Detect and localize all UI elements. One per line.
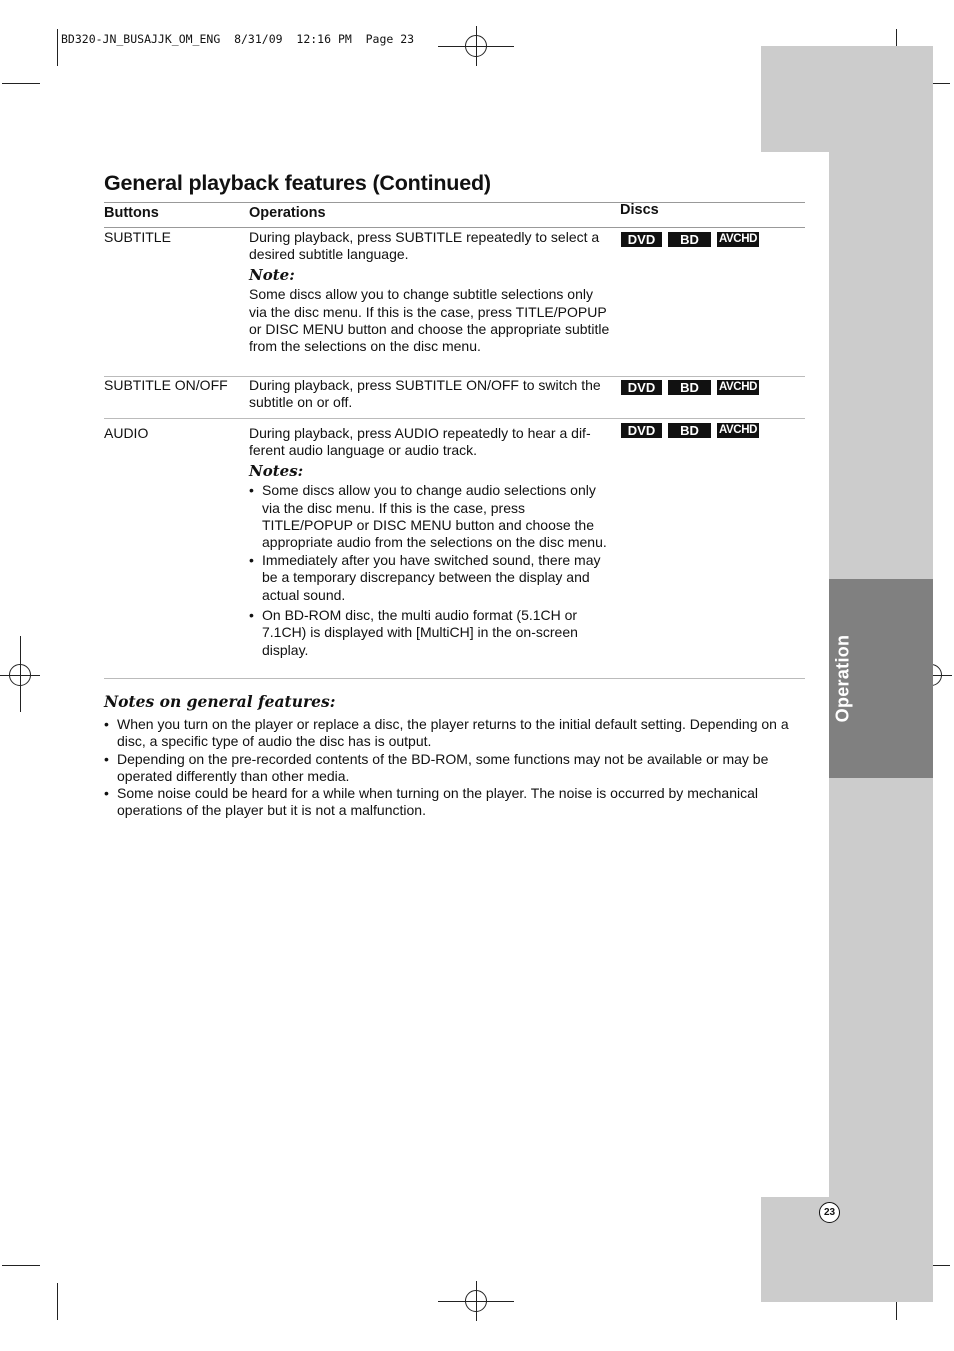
registration-mark (465, 35, 487, 57)
table-rule (104, 202, 805, 203)
table-rule (104, 227, 805, 228)
dvd-badge: DVD (621, 380, 662, 395)
dvd-badge: DVD (621, 232, 662, 247)
crop-mark (2, 83, 40, 84)
avchd-badge: AVCHD (718, 424, 758, 436)
registration-mark (465, 1290, 487, 1312)
note-list (249, 482, 613, 659)
header-operations: Operations (249, 205, 326, 221)
list-item: • Some discs allow you to change audio selections only via the disc menu. If this is the case, press TITLE/POPUP or DISC MENU button and choose the appropriate audio from the selections on the disc menu. (249, 482, 613, 552)
bd-badge: BD (668, 232, 711, 247)
note-heading: Note: (249, 265, 295, 284)
section-tab-label: Operation (832, 634, 853, 723)
row-button-subtitle-onoff: SUBTITLE ON/OFF (104, 377, 228, 393)
header-discs: Discs (620, 202, 659, 218)
crop-mark (57, 1283, 58, 1320)
avchd-badge: AVCHD (718, 381, 758, 393)
print-slug: BD320-JN_BUSAJJK_OM_ENG 8/31/09 12:16 PM Page 23 (61, 32, 415, 46)
operation-text: During playback, press SUBTITLE repeatedly to select a desired subtitle language. (249, 229, 600, 263)
crop-mark (57, 29, 58, 66)
list-item: • On BD-ROM disc, the multi audio format (5.1CH or 7.1CH) is displayed with [MultiCH] in the on-screen display. (249, 607, 613, 659)
note-heading: Notes: (249, 461, 304, 480)
dvd-badge: DVD (621, 423, 662, 438)
list-item: • Some noise could be heard for a while when turning on the player. The noise is occurred by mechanical operations of the player but it is not a malfunction. (104, 785, 806, 820)
page-title: General playback features (Continued) (104, 171, 491, 195)
disc-badges (621, 380, 759, 395)
disc-badges (621, 232, 759, 247)
bd-badge: BD (668, 380, 711, 395)
general-notes-list (104, 716, 806, 820)
table-rule (104, 678, 805, 679)
table-rule (104, 418, 805, 419)
side-panel-top (761, 46, 933, 152)
header-buttons: Buttons (104, 205, 159, 221)
avchd-badge: AVCHD (718, 233, 758, 245)
note-text: Some discs allow you to change subtitle selections only via the disc menu. If this is the case, press TITLE/POPUP or DISC MENU button and choose the appropriate subtitle from the selections on the disc menu. (249, 286, 610, 355)
row-button-audio: AUDIO (104, 425, 149, 441)
registration-mark (9, 664, 31, 686)
bd-badge: BD (668, 423, 711, 438)
list-item: • When you turn on the player or replace a disc, the player returns to the initial default setting. Depending on a disc, a specific type of audio the disc has is output. (104, 716, 806, 751)
general-notes-heading: Notes on general features: (104, 692, 336, 711)
row-button-subtitle: SUBTITLE (104, 229, 171, 245)
list-item: • Immediately after you have switched sound, there may be a temporary discrepancy between the display and actual sound. (249, 552, 613, 604)
disc-badges (621, 423, 759, 438)
crop-mark (2, 1265, 40, 1266)
row-operation-audio (249, 425, 615, 659)
operation-text: During playback, press AUDIO repeatedly to hear a dif-ferent audio language or audio track. (249, 425, 591, 459)
side-panel-bottom (761, 1197, 933, 1302)
list-item: • Depending on the pre-recorded contents of the BD-ROM, some functions may not be available or may be operated differently than other media. (104, 751, 806, 786)
row-operation-subtitle (249, 229, 615, 356)
page-number: 23 (819, 1202, 840, 1223)
row-operation-subtitle-onoff: During playback, press SUBTITLE ON/OFF to switch the subtitle on or off. (249, 377, 601, 411)
